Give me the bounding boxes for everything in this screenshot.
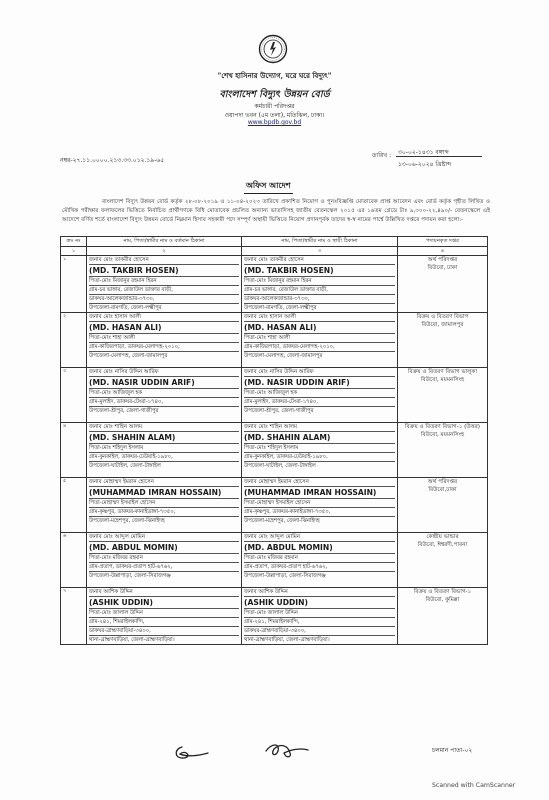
address: ওয়াপদা ভবন (৫ম তলা), মতিঝিল, ঢাকা। [224,112,325,119]
person-name-bangla: জনাব আশিক উদ্দিন [244,588,395,597]
present-address-cell [87,256,242,313]
person-name-english: (MD. NASIR UDDIN ARIF) [89,377,239,389]
person-name-english: (MD. TAKBIR HOSEN) [244,265,395,277]
address-line-post: উপজেলা-উল্লাপাড়া, জেলা-সিরাজগঞ্জ [89,573,171,579]
address-line-father: পিতা-মোঃ মজিবর রহমান [244,554,395,563]
serial-number: ৩ [61,368,87,423]
posting-office-cell [398,313,488,368]
table-row [61,478,488,533]
person-name-english: (MD. SHAHIN ALAM) [89,432,239,444]
address-line-father: পিতা-মোঃ শহিদুল ইসলাম [89,444,239,453]
address-line-village: গ্রাম-কাজিরপাড়া, ডাকঘর-মেলান্দহ-২০১০, [244,343,395,352]
organization-name: বাংলাদেশ বিদ্যুৎ উন্নয়ন বোর্ড [219,89,330,100]
address-line-post: উপজেলা-শ্রীপুর, জেলা-গাজীপুর [89,408,159,414]
posting-office-line: বিক্রয় ও বিতরণ বিভাগ-১ (উত্তর) [405,424,480,430]
posting-office-line: বিউবো, ঈশ্বরদী,পাবনা [417,542,468,548]
person-name-english: (MD. ABDUL MOMIN) [89,542,239,554]
address-line-post: ডাকঘর-আলেকজান্ডার-৩৭৩০, [244,295,395,304]
address-line-post: ডাকঘর-ব্রাহ্মণবাড়িয়া-৩৪০০, [89,627,239,636]
address-line-post: উপজেলা-মহেশপুর, জেলা-ঝিনাইদহ [244,518,320,524]
address-line-village: গ্রাম-প্রতাপ, ডাকঘর-প্রতাপ হাট-৬৭৬২, [89,563,239,572]
person-name-bangla: জনাব মোঃ শাহিন আলম [89,423,239,432]
person-name-english: (MD. TAKBIR HOSEN) [89,265,239,277]
serial-number: ১ [61,256,87,313]
continued-page-note: চলমান পাতা-০২ [432,747,473,754]
address-line-post: উপজেলা-শ্রীপুর, জেলা-গাজীপুর [244,408,314,414]
intro-paragraph: বাংলাদেশ বিদ্যুৎ উন্নয়ন বোর্ড কর্তৃক ২৮-০৮-২০১৯ ও ১১-০৪-২০২৩ তারিখে প্রকাশিত নিয়োগ ও পুনঃবিজ্ঞপ্তি মোতাবেক প্রাপ্ত আবেদন এবং বোর্ড কর্তৃক গৃহীত লিখিত ও মৌখিক পরীক্ষার ফলাফলের ভিত্তিতে নির্বাচিত প্রার্থীগণকে বিধি মোতাবেক প্রচলিত অন্যান্য ভাতাদিসহ জাতীয় বেতনস্কেল ২০১৫ এর ১৬তম গ্রেডে টাঃ ৯,৩০০-২২,৪৯০/- বেতনস্কেলে এই আদেশে বর্ণিত শর্তে বাংলাদেশ বিদ্যুৎ উন্নয়ন বোর্ডে নিম্নমান হিসাব সহকারী পদে সম্পূর্ণ অস্থায়ী ভিত্তিতে নিয়োগ প্রদানপূর্বক তাদের স্ব-স্ব নামের পার্শ্বে উল্লিখিত দপ্তরে পদায়ন করা হলো:- [62,199,490,223]
posting-office-cell [398,256,488,313]
serial-number: ৪ [61,423,87,478]
table-row [61,368,488,423]
address-line-village: গ্রাম-কৃষ্ণপুর, ডাকঘর-কানাইডাঙ্গা-৭৩৫০, [89,508,239,517]
address-line-district: উপজেলা-রামগতি, জেলা-লক্ষ্মীপুর [89,305,162,311]
department: কর্মচারী পরিদপ্তর [254,103,295,110]
column-number-row [61,247,488,256]
column-header: নাম, পিতা/স্বামীর নাম ও বর্তমান ঠিকানা [87,237,242,247]
present-address-cell [87,313,242,368]
signature-2 [262,739,312,763]
address-line-village: গ্রাম-চর ভাঙ্গার, রেজাউল ডাক্তার বাড়ী, [89,286,239,295]
column-header: পদায়নকৃত দপ্তর [398,237,488,247]
person-name-bangla: জনাব মোঃ তাকবীর হোসেন [244,256,395,265]
address-line-father: পিতা-মোঃ শাহা আলী [244,334,395,343]
column-number: ১ [61,247,87,256]
present-address-cell [87,588,242,645]
table-row [61,313,488,368]
scanner-watermark: Scanned with CamScanner [432,782,516,789]
permanent-address-cell [242,533,398,588]
serial-number: ৬ [61,533,87,588]
address-line-post: উপজেলা-মেলান্দহ, জেলা-জামালপুর [244,353,323,359]
present-address-cell [87,368,242,423]
address-line-post: উপজেলা-মহেশপুর, জেলা-ঝিনাইদহ [89,518,165,524]
address-line-village: গ্রাম-চর ভাঙ্গার, রেজাউল ডাক্তার বাড়ী, [244,286,395,295]
column-number: ৪ [398,247,488,256]
table-row [61,256,488,313]
posting-office-line: বিউবো, ময়মনসিংহ [420,432,465,438]
person-name-english: (MD. ABDUL MOMIN) [244,542,395,554]
address-line-father: পিতা-মোঃ মিজানুর রহমান হিরন [89,277,239,286]
posting-office-line: বিক্রয় ও বিতরণ বিভাগ [416,314,469,320]
bpdb-logo-icon [258,34,288,64]
person-name-bangla: জনাব আশিক উদ্দিন [89,588,239,597]
website-link[interactable]: www.bpdb.gov.bd [247,119,302,126]
address-line-father: পিতা-মোঃ মিজানুর রহমান হিরন [244,277,395,286]
address-line-father: পিতা-মোঃ জালাল উদ্দিন [244,609,395,618]
person-name-bangla: জনাব মোহাম্মদ ইমরান হোসেন [89,478,239,487]
present-address-cell [87,478,242,533]
date-label: তারিখ : [372,152,392,159]
address-line-post: ডাকঘর-আলেকজান্ডার-৩৭৩০, [89,295,239,304]
appointment-table [60,236,488,645]
posting-office-cell [398,423,488,478]
person-name-english: (ASHIK UDDIN) [89,597,239,609]
posting-office-cell [398,478,488,533]
person-name-bangla: জনাব মোঃ আব্দুল মোমিন [89,533,239,542]
posting-office-line: অর্থ পরিদপ্তর [427,257,458,263]
posting-office-line: বিউবো,ঢাকা [428,487,457,493]
column-header: নাম, পিতা/স্বামীর নাম ও স্থায়ী ঠিকানা [242,237,398,247]
date-gregorian: ১৩-০৬-২০২৪ খ্রিষ্টাব্দ [398,161,452,168]
person-name-bangla: জনাব মোঃ শাহিন আলম [244,423,395,432]
address-line-district: থানা-ব্রাহ্মণবাড়িয়া, জেলা-ব্রাহ্মণবাড়িয়া। [244,637,330,643]
address-line-father: পিতা-মোঃ জালাল উদ্দিন [89,609,239,618]
person-name-english: (ASHIK UDDIN) [244,597,395,609]
address-line-village: গ্রাম-কাজিরপাড়া, ডাকঘর-মেলান্দহ-২০১০, [89,343,239,352]
permanent-address-cell [242,478,398,533]
permanent-address-cell [242,368,398,423]
signature-1 [172,741,220,763]
address-line-village: গ্রাম-২৪১, শিমরাইলকান্দি, [244,618,395,627]
address-line-village: গ্রাম-কুনকাইল, ডাকঘর-ঢেউয়াই-১৯৮০, [89,453,239,462]
address-line-father: পিতা-মোঃ আজিজুল হক [244,389,395,398]
person-name-bangla: জনাব মোঃ আব্দুল মোমিন [244,533,395,542]
address-line-village: গ্রাম-কুনকাইল, ডাকঘর-ঢেউয়াই-১৯৮০, [244,453,395,462]
posting-office-cell [398,533,488,588]
present-address-cell [87,423,242,478]
address-line-village: গ্রাম-কৃষ্ণপুর, ডাকঘর-কানাইডাঙ্গা-৭৩৫০, [244,508,395,517]
address-line-father: পিতা-মোঃ মজিবর রহমান [89,554,239,563]
address-line-post: ডাকঘর-ব্রাহ্মণবাড়িয়া-৩৪০০, [244,627,395,636]
column-number: ২ [87,247,242,256]
address-line-father: পিতা-মোঃ শহিদুল ইসলাম [244,444,395,453]
address-line-father: পিতা-মোহাম্মদ ইসমাইল হোসেন [89,499,239,508]
table-row [61,423,488,478]
address-line-father: পিতা-মোঃ শাহা আলী [89,334,239,343]
posting-office-line: বিউবো, জামালপুর [421,322,464,328]
reference-number: নম্বর-২৭.১১.০০০০.২১৩.৩৩.০১২.১৯-৬৫ [60,157,165,164]
posting-office-line: বিক্রয় ও বিতরণ বিভাগ ভালুকা [408,369,477,375]
address-line-village: গ্রাম-মুলাইদ, ডাকঘর-টেংরা-১৭৪০, [244,398,395,407]
document-title: অফিস আদেশ [244,180,293,194]
person-name-english: (MD. NASIR UDDIN ARIF) [244,377,395,389]
serial-number: ২ [61,313,87,368]
person-name-bangla: জনাব মোঃ হাসান আলী [244,313,395,322]
person-name-bangla: জনাব মোহাম্মদ ইমরান হোসেন [244,478,395,487]
serial-number: ৫ [61,478,87,533]
address-line-district: উপজেলা-রামগতি, জেলা-লক্ষ্মীপুর [244,305,317,311]
present-address-cell [87,533,242,588]
person-name-english: (MUHAMMAD IMRAN HOSSAIN) [244,487,395,499]
person-name-bangla: জনাব মোঃ হাসান আলী [89,313,239,322]
person-name-bangla: জনাব মোঃ নাসির উদ্দিন আরিফ [244,368,395,377]
date-bangla: ৩০-০২-১৪৩১ বঙ্গাব্দ [398,149,449,156]
address-line-post: উপজেলা-ঘাটাইল, জেলা-টাঙ্গাইল [89,463,161,469]
slogan: "শেখ হাসিনার উদ্যোগ, ঘরে ঘরে বিদ্যুৎ" [217,71,332,80]
permanent-address-cell [242,423,398,478]
permanent-address-cell [242,313,398,368]
posting-office-line: বিউবো, ময়মনসিংহ [420,377,465,383]
person-name-english: (MD. SHAHIN ALAM) [244,432,395,444]
table-row [61,533,488,588]
address-line-village: গ্রাম-২৪১, শিমরাইলকান্দি, [89,618,239,627]
posting-office-cell [398,368,488,423]
address-line-village: গ্রাম-প্রতাপ, ডাকঘর-প্রতাপ হাট-৬৭৬২, [244,563,395,572]
posting-office-line: বিউবো, ঢাকা [427,265,458,271]
posting-office-line: অর্থ পরিদপ্তর [427,479,458,485]
posting-office-line: কেন্দ্রীয় ভান্ডার [426,534,459,540]
address-line-village: গ্রাম-মুলাইদ, ডাকঘর-টেংরা-১৭৪০, [89,398,239,407]
posting-office-line: বিক্রয় ও বিতরণ বিভাগ-১ [413,589,472,595]
table-row [61,588,488,645]
permanent-address-cell [242,256,398,313]
address-line-post: উপজেলা-মেলান্দহ, জেলা-জামালপুর [89,353,168,359]
address-line-father: পিতা-মোঃ আজিজুল হক [89,389,239,398]
person-name-english: (MD. HASAN ALI) [244,322,395,334]
address-line-district: থানা-ব্রাহ্মণবাড়িয়া, জেলা-ব্রাহ্মণবাড়িয়া। [89,637,175,643]
address-line-post: উপজেলা-উল্লাপাড়া, জেলা-সিরাজগঞ্জ [244,573,326,579]
posting-office-cell [398,588,488,645]
table-body [61,256,488,645]
person-name-english: (MUHAMMAD IMRAN HOSSAIN) [89,487,239,499]
permanent-address-cell [242,588,398,645]
person-name-bangla: জনাব মোঃ নাসির উদ্দিন আরিফ [89,368,239,377]
posting-office-line: বিউবো, কুমিল্লা [425,597,460,603]
column-number: ৩ [242,247,398,256]
serial-number: ৭ [61,588,87,645]
table-header-row [61,237,488,247]
address-line-father: পিতা-মোহাম্মদ ইসমাইল হোসেন [244,499,395,508]
date-divider [396,156,482,157]
person-name-english: (MD. HASAN ALI) [89,322,239,334]
person-name-bangla: জনাব মোঃ তাকবীর হোসেন [89,256,239,265]
column-header: ক্রঃ নং [61,237,87,247]
address-line-post: উপজেলা-ঘাটাইল, জেলা-টাঙ্গাইল [244,463,316,469]
